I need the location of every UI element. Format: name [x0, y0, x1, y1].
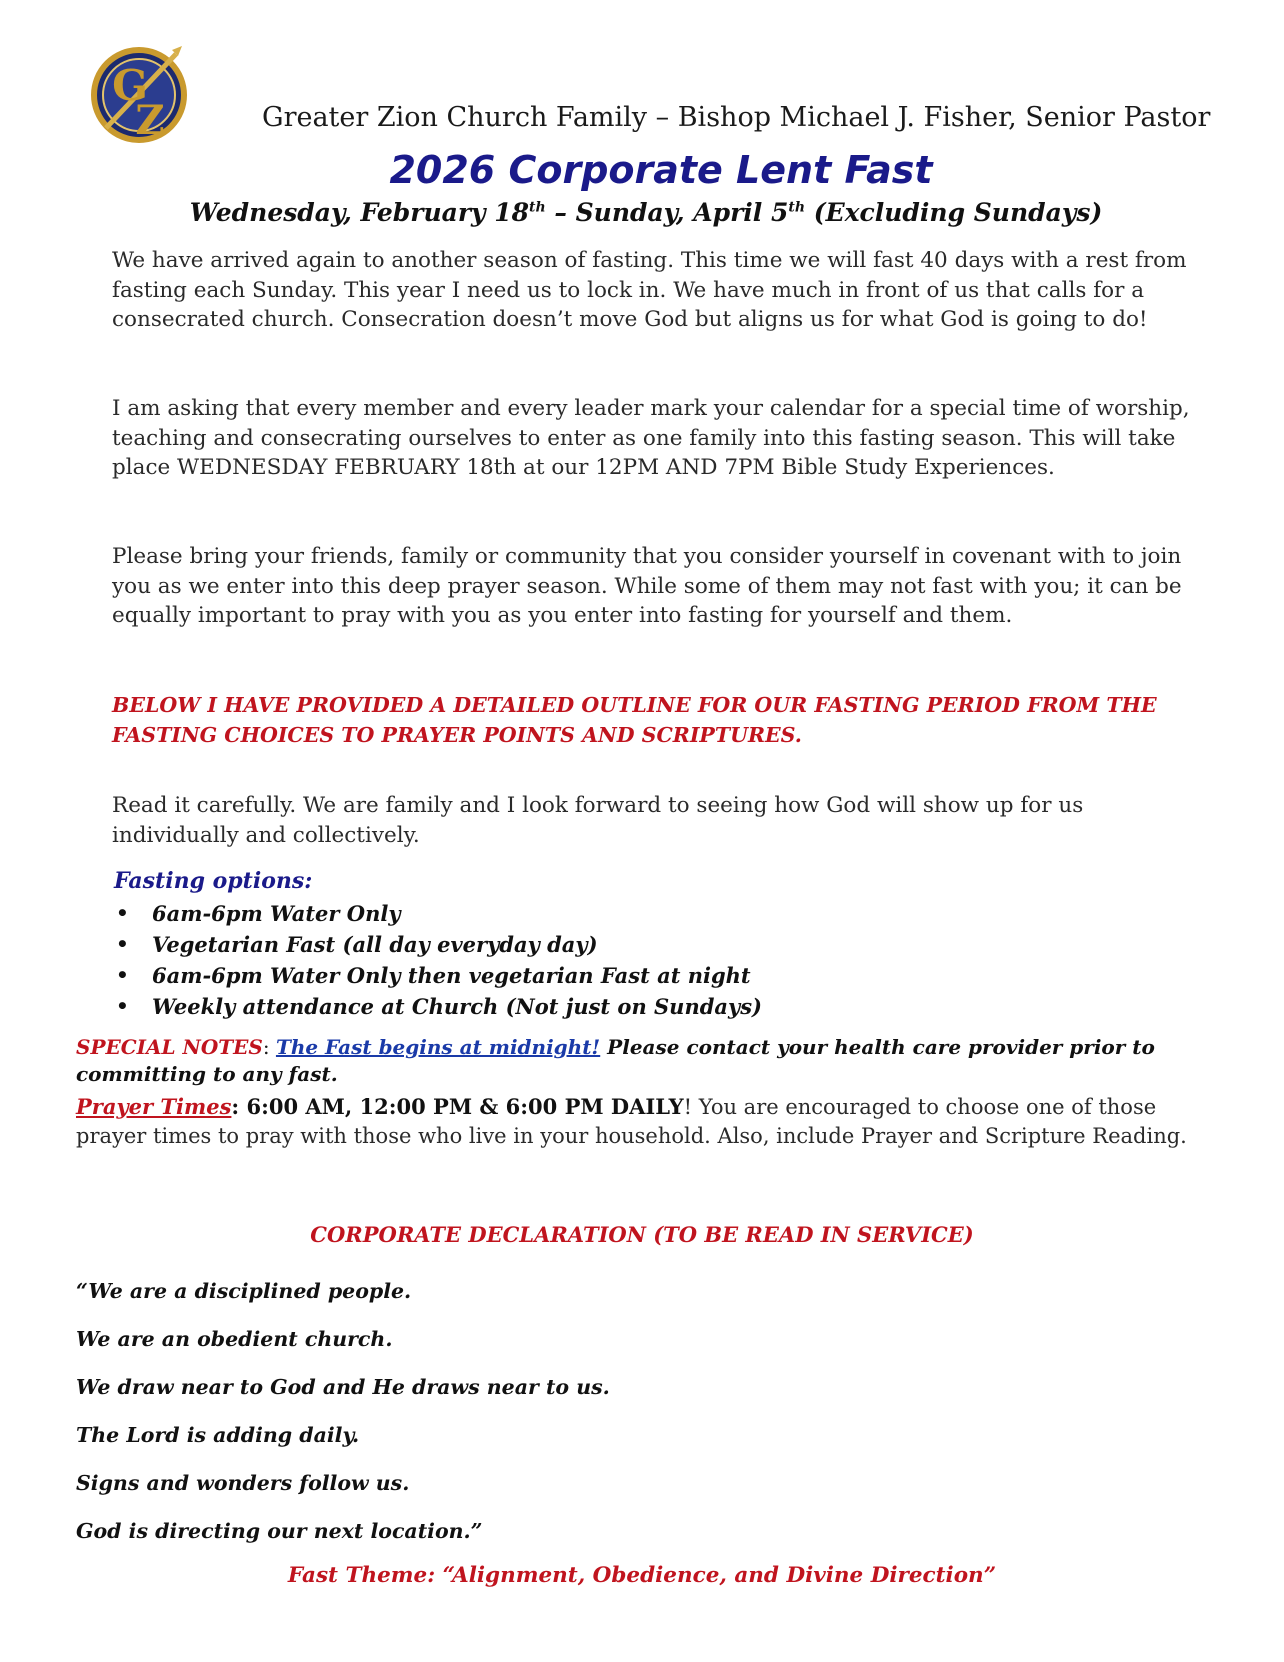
fast-begins-link[interactable]: The Fast begins at midnight!	[275, 1035, 601, 1059]
list-item: • 6am-6pm Water Only	[114, 898, 762, 929]
logo-letter-g: G	[112, 61, 148, 110]
declaration-line: “We are a disciplined people.	[76, 1279, 412, 1303]
dates-end-suffix: th	[788, 199, 806, 216]
dates-end: – Sunday, April 5	[545, 198, 789, 227]
special-notes-label: SPECIAL NOTES	[76, 1035, 263, 1059]
outline-notice: BELOW I HAVE PROVIDED A DETAILED OUTLINE FOR OUR FASTING PERIOD FROM THE FASTING CHOICES TO PRAYER POINTS AND SCRIPTURES.	[112, 693, 1157, 747]
logo-letter-z: Z	[135, 97, 165, 144]
fast-dates	[126, 198, 1166, 227]
declaration-line: We are an obedient church.	[76, 1327, 393, 1351]
declaration-line: The Lord is adding daily.	[76, 1423, 360, 1447]
prayer-times-values: : 6:00 AM, 12:00 PM & 6:00 PM DAILY	[231, 1094, 684, 1119]
dates-start: Wednesday, February 18	[189, 198, 530, 227]
prayer-times-label: Prayer Times	[76, 1094, 232, 1119]
church-header-line: Greater Zion Church Family – Bishop Michael J. Fisher, Senior Pastor	[262, 102, 1211, 133]
prayer-times-text: You are encouraged to choose one of those prayer times to pray with those who live in your household. Also, include Prayer and Scripture Reading.	[76, 1095, 1187, 1148]
church-logo	[84, 40, 194, 150]
dates-note: (Excluding Sundays)	[805, 198, 1103, 227]
prayer-times-exclaim: !	[683, 1095, 693, 1119]
declaration-line: God is directing our next location.”	[76, 1519, 483, 1543]
special-notes-colon: :	[262, 1035, 276, 1059]
special-notes-text: Please contact your health care provider prior to committing to any fast.	[76, 1035, 1155, 1086]
declaration-line: We draw near to God and He draws near to us.	[76, 1375, 610, 1399]
fasting-options-list	[114, 898, 762, 1022]
fasting-options-heading: Fasting options:	[114, 868, 313, 894]
list-item: • 6am-6pm Water Only then vegetarian Fast at night	[114, 960, 762, 991]
calendar-paragraph: I am asking that every member and every leader mark your calendar for a special time of worship, teaching and consecrating ourselves to enter as one family into this fasting season. This will take place WEDNESDAY FEBRUARY 18th at our 12PM AND 7PM Bible Study Experiences.	[112, 396, 1190, 480]
read-carefully-paragraph: Read it carefully. We are family and I look forward to seeing how God will show up for us individually and collectively.	[112, 793, 1084, 848]
declaration-heading: CORPORATE DECLARATION (TO BE READ IN SERVICE)	[310, 1222, 974, 1247]
list-item: • Weekly attendance at Church (Not just on Sundays)	[114, 991, 762, 1022]
declaration-line: Signs and wonders follow us.	[76, 1471, 410, 1495]
prayer-times	[76, 1092, 1216, 1151]
special-notes	[76, 1034, 1166, 1088]
page-title	[0, 148, 1284, 192]
title-text: 2026 Corporate Lent Fast	[389, 148, 933, 192]
dates-start-suffix: th	[529, 199, 546, 216]
fast-theme: Fast Theme: “Alignment, Obedience, and Divine Direction”	[287, 1563, 997, 1588]
invite-paragraph: Please bring your friends, family or community that you consider yourself in covenant with to join you as we enter into this deep prayer season. While some of them may not fast with you; it can be equally important to pray with you as you enter into fasting for yourself and them.	[112, 544, 1182, 628]
list-item: • Vegetarian Fast (all day everyday day)	[114, 929, 762, 960]
intro-paragraph: We have arrived again to another season of fasting. This time we will fast 40 days with a rest from fasting each Sunday. This year I need us to lock in. We have much in front of us that calls for a consecrated church. Consecration doesn’t move God but aligns us for what God is going to do!	[112, 248, 1187, 332]
